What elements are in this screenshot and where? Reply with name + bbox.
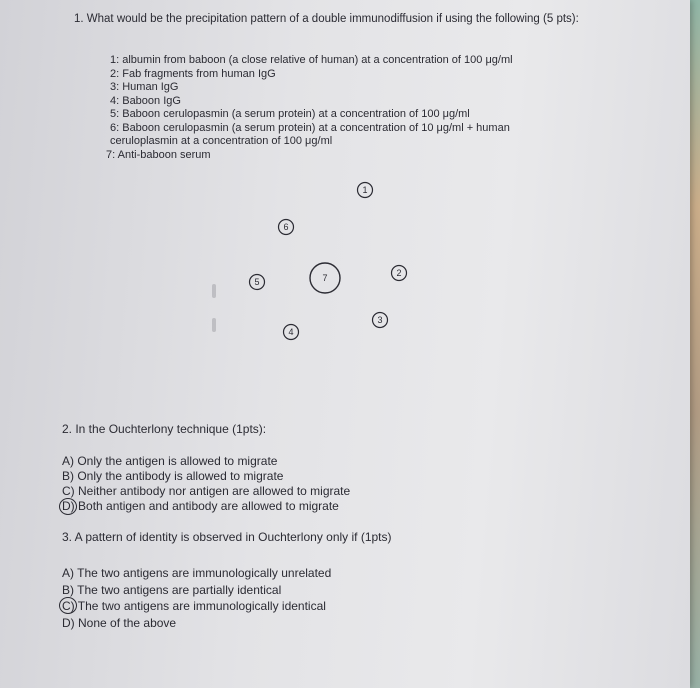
well-label: 7 — [322, 273, 328, 283]
list-item: 3: Human IgG — [110, 81, 179, 93]
option-letter: A) — [62, 454, 74, 468]
option-a — [62, 565, 331, 582]
option-d-selected — [62, 499, 350, 514]
question-2-options — [62, 454, 350, 514]
option-c-selected — [62, 598, 331, 615]
option-b — [62, 469, 350, 484]
well-3 — [373, 313, 388, 328]
pencil-smudge — [212, 284, 216, 298]
well-label: 5 — [254, 277, 260, 287]
option-text: Neither antibody nor antigen are allowed to migrate — [78, 484, 351, 498]
question-3-options — [62, 565, 331, 631]
question-1-list — [106, 54, 580, 162]
option-letter: B) — [62, 582, 74, 597]
option-text: Only the antibody is allowed to migrate — [77, 469, 284, 483]
option-b — [62, 582, 331, 599]
list-item: 1: albumin from baboon (a close relative of human) at a concentration of 100 μg/ml — [110, 54, 513, 66]
pencil-smudge — [212, 318, 216, 332]
option-letter: A) — [62, 566, 74, 580]
option-a — [62, 454, 350, 469]
option-text: The two antigens are immunologically identical — [77, 599, 326, 613]
well-5 — [250, 275, 265, 290]
option-text: None of the above — [78, 615, 177, 630]
well-label: 6 — [283, 222, 289, 232]
option-letter-circled: C) — [62, 599, 75, 613]
list-item: 5: Baboon cerulopasmin (a serum protein) at a concentration of 100 μg/ml — [110, 108, 470, 120]
list-item: 7: Anti-baboon serum — [106, 148, 211, 161]
list-item: 4: Baboon IgG — [110, 94, 181, 107]
well-7 — [310, 263, 340, 293]
well-label: 4 — [288, 327, 294, 337]
question-3-prompt: 3. A pattern of identity is observed in Ouchterlony only if (1pts) — [62, 530, 392, 544]
list-item: 2: Fab fragments from human IgG — [110, 67, 276, 80]
well-6 — [279, 220, 294, 235]
option-c — [62, 484, 350, 499]
option-text: Both antigen and antibody are allowed to migrate — [78, 499, 339, 513]
question-2-prompt: 2. In the Ouchterlony technique (1pts): — [62, 422, 267, 436]
question-1-prompt: 1. What would be the precipitation pattern of a double immunodiffusion if using the following (5 pts): — [74, 13, 579, 25]
well-4 — [284, 325, 299, 340]
option-letter-circled: D) — [62, 499, 75, 513]
option-text: The two antigens are partially identical — [77, 582, 282, 597]
option-d — [62, 615, 331, 632]
option-letter: B) — [62, 469, 74, 483]
well-label: 1 — [362, 185, 368, 195]
well-label: 2 — [396, 268, 402, 278]
option-letter: C) — [62, 484, 75, 498]
well-1 — [358, 183, 373, 198]
list-item: 6: Baboon cerulopasmin (a serum protein) at a concentration of 10 μg/ml + human ceruloplasmin at a concentration of 100 μg/ml — [110, 121, 510, 147]
well-label: 3 — [377, 315, 383, 325]
well-2 — [392, 266, 407, 281]
option-text: Only the antigen is allowed to migrate — [77, 454, 278, 468]
option-text: The two antigens are immunologically unrelated — [77, 566, 332, 580]
option-letter: D) — [62, 615, 75, 630]
